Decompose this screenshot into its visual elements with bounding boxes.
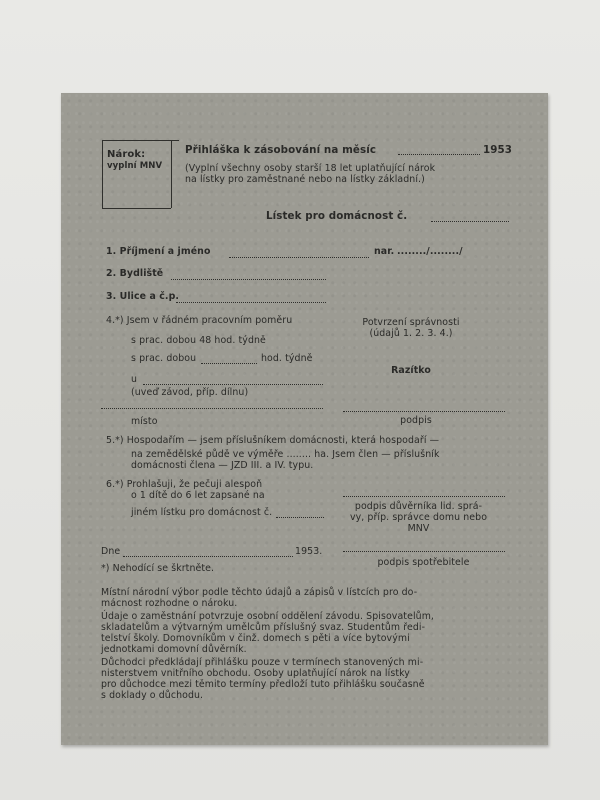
footer-p2-line-3: telství školy. Domovníkům v činž. domech s pěti a více bytovými <box>101 633 410 644</box>
footer-p1-line-1: Místní národní výbor podle těchto údajů a zápisů v lístcích pro do- <box>101 587 418 598</box>
footer-p3-line-3: pro důchodce mezi těmito termíny předloží tuto přihlášku současně <box>101 679 425 690</box>
birthdate-blank[interactable]: ......../......../ <box>397 246 463 257</box>
field-5-line-3: domácnosti člena — JZD III. a IV. typu. <box>131 460 314 471</box>
field-6-line-1: 6.*) Prohlašuji, že pečuji alespoň <box>106 479 263 490</box>
work-hours-blank[interactable] <box>201 363 257 364</box>
form-title: Přihláška k zásobování na měsíc <box>185 144 377 156</box>
field-5-line-2: na zemědělské půdě ve výměře ........ ha. Jsem člen — příslušník <box>131 449 440 460</box>
claim-label: Nárok: <box>107 149 146 160</box>
confirmation-title: Potvrzení správnosti <box>362 317 460 328</box>
date-year: 1953. <box>295 546 323 557</box>
signature-label: podpis <box>400 415 432 426</box>
month-blank <box>398 154 480 155</box>
field-6-line-3: jiném lístku pro domácnost č. <box>131 507 273 518</box>
strike-note: *) Nehodící se škrtněte. <box>101 563 215 574</box>
form-year: 1953 <box>483 144 513 156</box>
footer-p3-line-2: nisterstvem vnitřního obchodu. Osoby uplatňující nárok na lístky <box>101 668 410 679</box>
footer-p2-line-2: skladatelům a výtvarným umělcům příslušný svaz. Studentům ředi- <box>101 622 426 633</box>
field-3-label: 3. Ulice a č.p. <box>106 291 180 302</box>
street-blank[interactable] <box>176 302 326 303</box>
footer-p2-line-4: jednotkami domovní důvěrník. <box>101 644 247 655</box>
field-1-nar: nar. <box>374 246 395 257</box>
instruction-line-1: (Vyplní všechny osoby starší 18 let uplatňující nárok <box>185 163 436 174</box>
trustee-line-3: MNV <box>407 523 430 534</box>
stamp-label: Razítko <box>391 365 431 376</box>
claim-sublabel: vyplní MNV <box>107 161 163 171</box>
field-1-label: 1. Příjmení a jméno <box>106 246 211 257</box>
instruction-line-2: na lístky pro zaměstnané nebo na lístky základní.) <box>185 174 425 185</box>
trustee-line-1: podpis důvěrníka lid. sprá- <box>354 501 483 512</box>
field-4-line-2: s prac. dobou 48 hod. týdně <box>131 335 266 346</box>
date-blank[interactable] <box>123 556 293 557</box>
field-4-line-4: u <box>131 374 138 385</box>
trustee-signature-blank[interactable] <box>343 496 505 497</box>
header-left-rule <box>102 140 103 208</box>
name-blank[interactable] <box>229 257 369 258</box>
field-6-line-2: o 1 dítě do 6 let zapsané na <box>131 490 265 501</box>
field-5-line-1: 5.*) Hospodařím — jsem příslušníkem domácnosti, která hospodaří — <box>106 435 440 446</box>
confirmation-items: (údajů 1. 2. 3. 4.) <box>369 328 453 339</box>
field-4-line-1: 4.*) Jsem v řádném pracovním poměru <box>106 315 293 326</box>
header-bottom-rule <box>102 208 171 209</box>
header-top-rule <box>102 140 179 141</box>
field-4-line-3a: s prac. dobou <box>131 353 197 364</box>
footer-p1-line-2: mácnost rozhodne o nároku. <box>101 598 238 609</box>
header-divider-rule <box>171 140 172 208</box>
consumer-signature-label: podpis spotřebitele <box>377 557 470 568</box>
field-2-label: 2. Bydliště <box>106 268 164 279</box>
field-4-line-5: (uveď závod, příp. dílnu) <box>131 387 249 398</box>
household-card-label: Lístek pro domácnost č. <box>266 210 408 222</box>
field-4-line-3b: hod. týdně <box>261 353 313 364</box>
consumer-signature-blank[interactable] <box>343 551 505 552</box>
other-card-number-blank[interactable] <box>276 517 324 518</box>
employer-blank[interactable] <box>143 384 323 385</box>
footer-p3-line-1: Důchodci předkládají přihlášku pouze v termínech stanovených mi- <box>101 657 424 668</box>
household-card-blank[interactable] <box>431 221 509 222</box>
date-label: Dne <box>101 546 121 557</box>
employer-detail-blank[interactable] <box>101 408 323 409</box>
field-4-misto: místo <box>131 416 158 427</box>
confirmation-signature-blank[interactable] <box>343 411 505 412</box>
footer-p2-line-1: Údaje o zaměstnání potvrzuje osobní oddělení závodu. Spisovatelům, <box>101 611 435 622</box>
ration-application-form <box>61 93 548 745</box>
trustee-line-2: vy, příp. správce domu nebo <box>349 512 488 523</box>
footer-p3-line-4: s doklady o důchodu. <box>101 690 204 701</box>
residence-blank[interactable] <box>171 279 326 280</box>
